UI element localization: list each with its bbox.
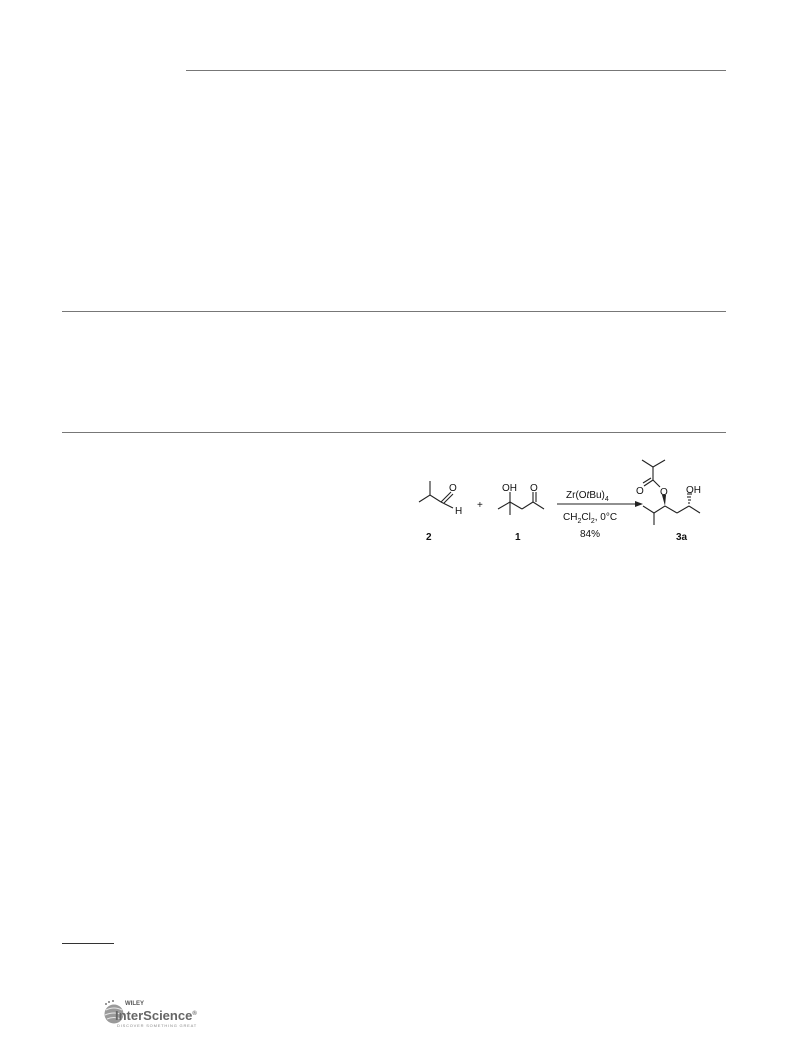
atom-o-ester: O — [660, 487, 668, 498]
logo-brand: InterScience® — [115, 1008, 197, 1023]
atom-o: O — [449, 483, 457, 494]
logo-tagline: DISCOVER SOMETHING GREAT — [117, 1023, 198, 1028]
compound-label-2: 2 — [426, 532, 432, 543]
plus-sign: + — [477, 500, 483, 511]
solvent-text: $CH_2Cl_2$, 0°C — [563, 512, 618, 525]
top-rule — [186, 70, 726, 71]
lower-rule — [62, 432, 726, 433]
yield-text: 84% — [580, 529, 601, 540]
reagent-text: $Zr(OtBu)_4$ — [566, 490, 609, 503]
middle-rule — [62, 311, 726, 312]
atom-o-carbonyl: O — [636, 486, 644, 497]
reaction-scheme — [400, 450, 720, 550]
compound-1-structure — [498, 483, 544, 515]
atom-oh: OH — [686, 485, 701, 496]
footnote-rule — [62, 943, 114, 944]
compound-label-3a: 3a — [676, 532, 688, 543]
atom-o: O — [530, 483, 538, 494]
atom-h: H — [455, 506, 463, 517]
compound-2-structure — [419, 481, 462, 517]
wiley-interscience-logo — [101, 998, 231, 1028]
compound-label-1: 1 — [515, 532, 521, 543]
compound-3a-structure — [636, 460, 701, 525]
reaction-arrow — [557, 501, 643, 507]
atom-oh: OH — [502, 483, 517, 494]
logo-publisher: WILEY — [125, 1001, 144, 1007]
